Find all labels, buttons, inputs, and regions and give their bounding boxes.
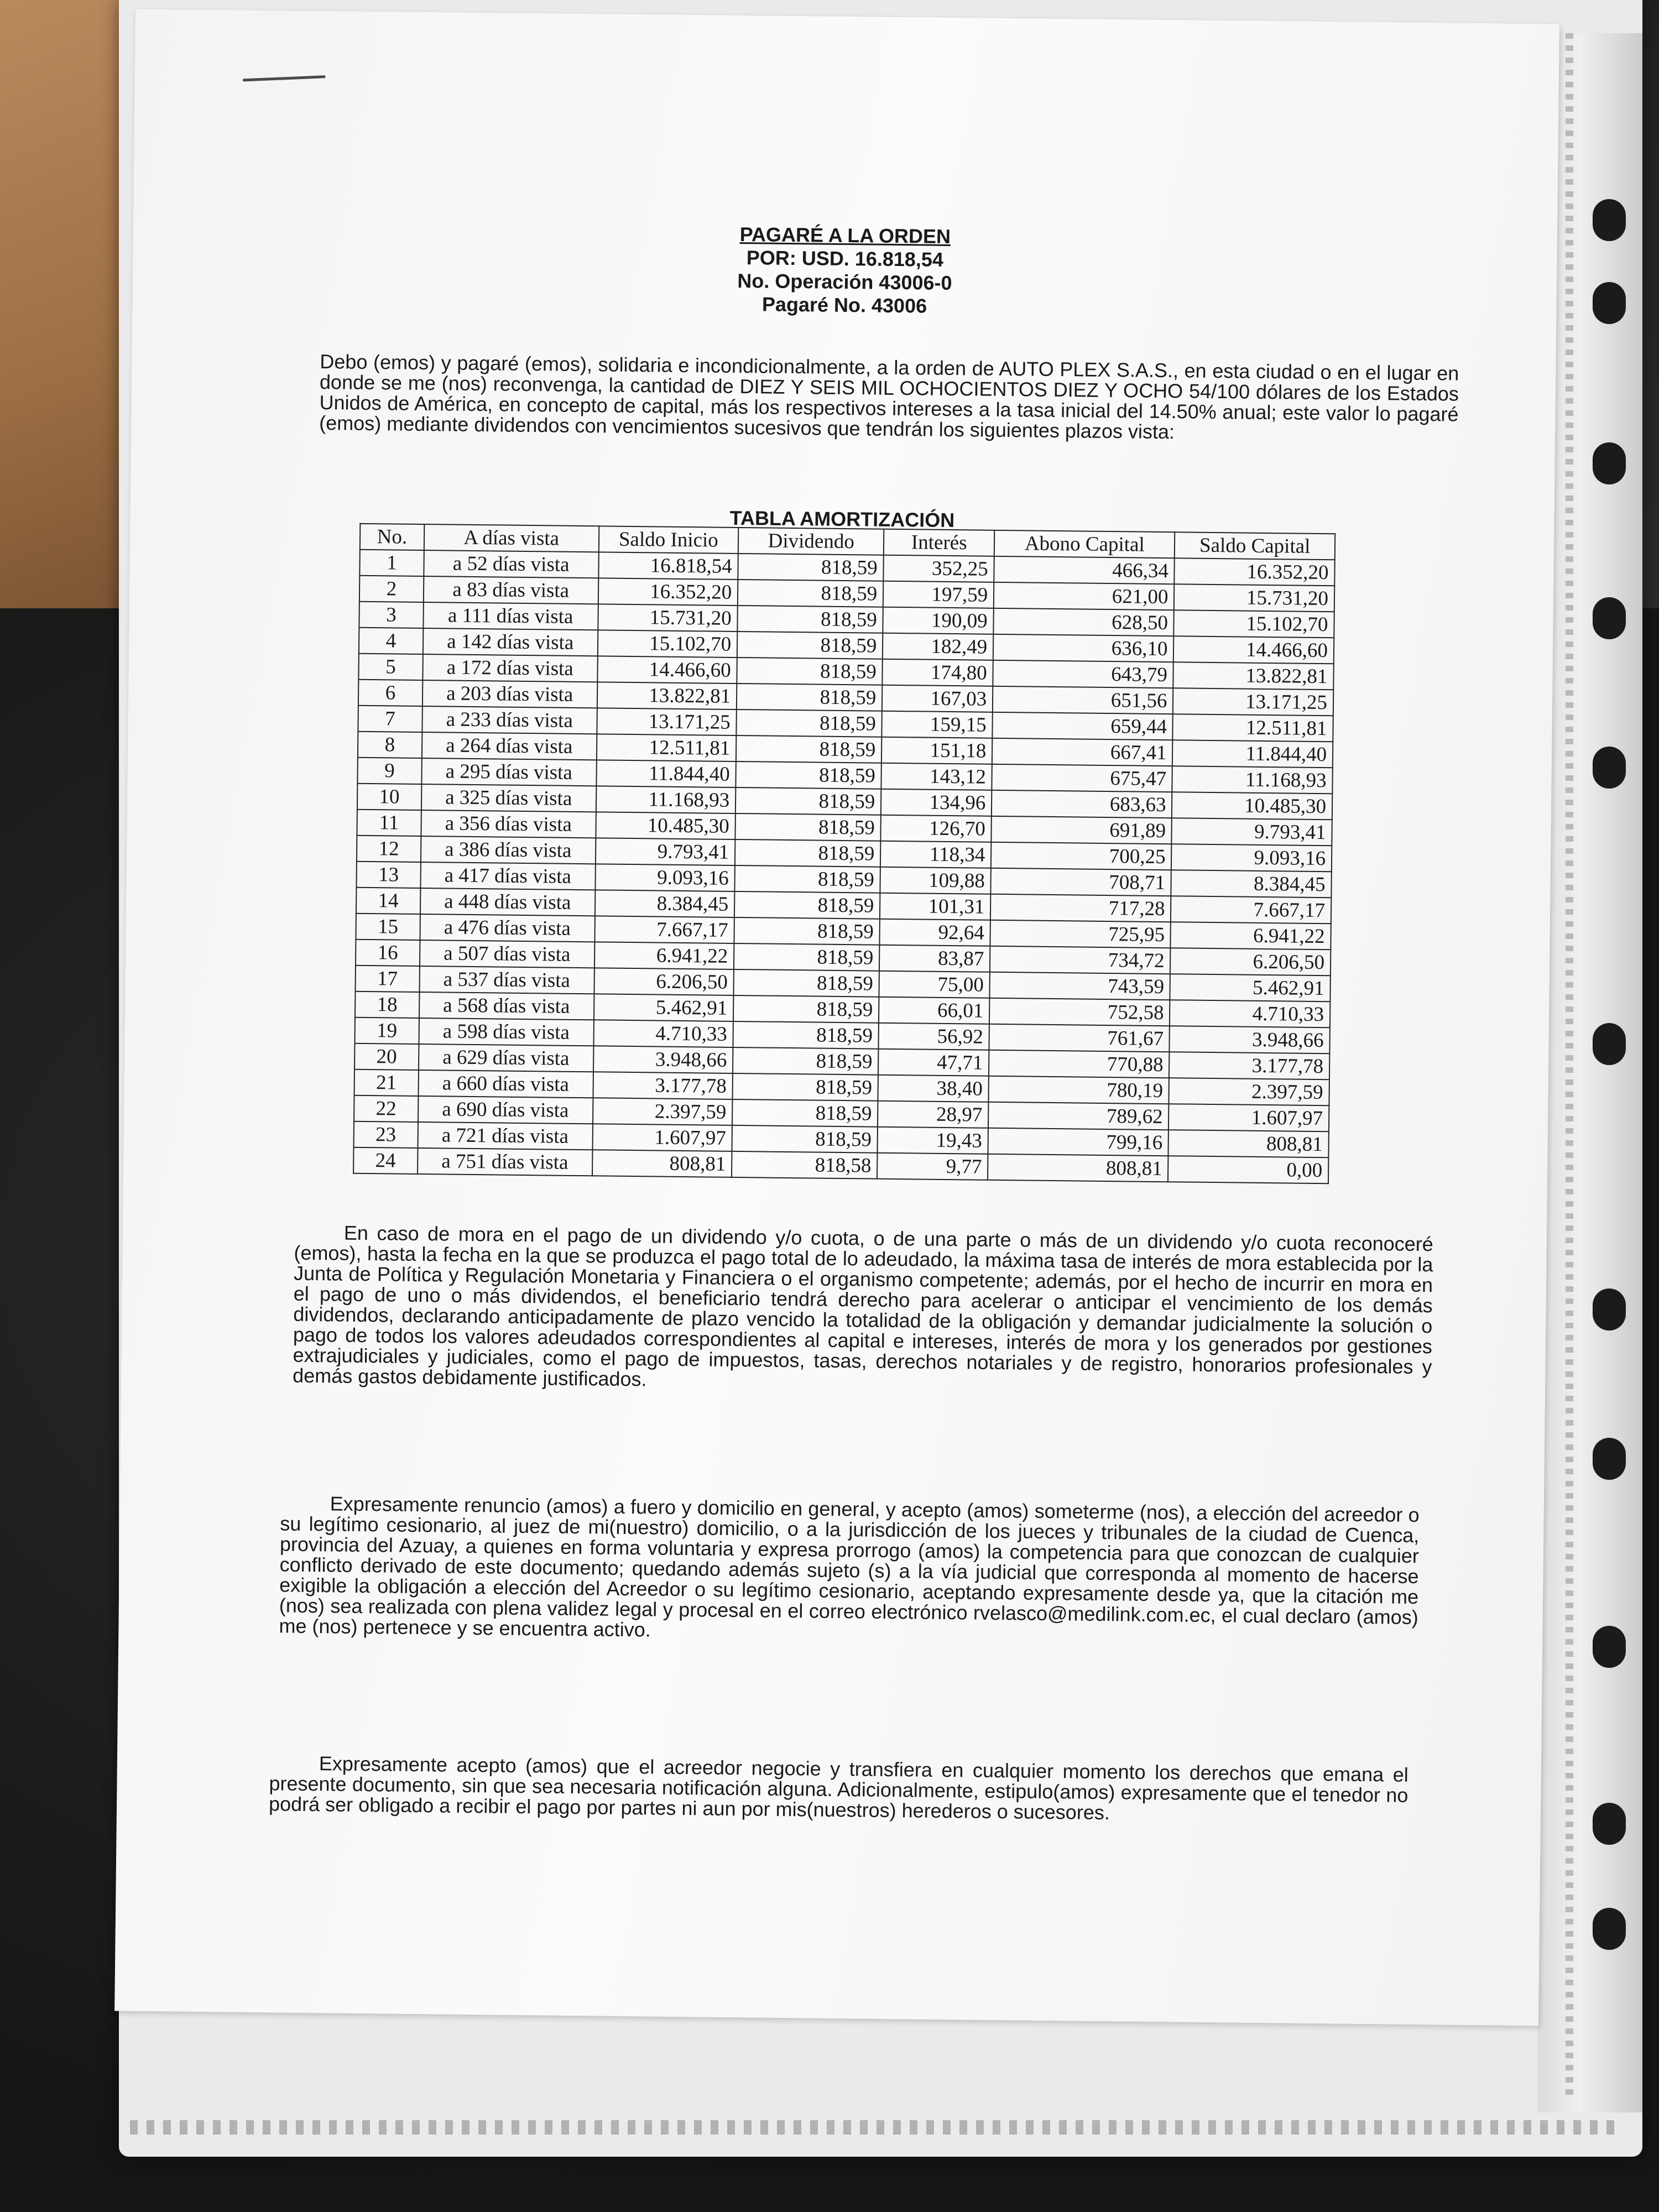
cell-capital-balance: 9.793,41 — [1172, 818, 1332, 846]
cell-days: a 751 días vista — [418, 1148, 592, 1176]
cell-capital-payment: 734,72 — [990, 946, 1171, 974]
cell-capital-payment: 643,79 — [993, 660, 1174, 688]
cell-start-balance: 10.485,30 — [596, 812, 735, 839]
binder-hole — [1593, 1023, 1626, 1065]
cell-dividend: 818,58 — [732, 1151, 878, 1179]
cell-no: 19 — [355, 1018, 419, 1044]
cell-days: a 52 días vista — [424, 550, 598, 578]
cell-capital-balance: 6.206,50 — [1170, 948, 1331, 975]
cell-days: a 476 días vista — [420, 914, 594, 942]
cell-capital-balance: 8.384,45 — [1171, 870, 1332, 898]
cell-dividend: 818,59 — [734, 969, 880, 997]
binder-hole — [1593, 199, 1626, 241]
cell-no: 1 — [359, 550, 424, 576]
default-interest-paragraph: En caso de mora en el pago de un dividendo y/o cuota, o de una parte o más de un dividendo y/o cuota reconoceré (emos), hasta la fecha en la que se produzca el pago total de lo adeudado, la máxima tasa de interés de mora establecida por la Junta de Política y Regulación Monetaria y Financiera o el organismo competente; además, por el hecho de incurrir en mora en el pago de uno o más dividendos, el beneficiario tendrá derecho para acelerar o anticipar el vencimiento de los demás dividendos, declarando anticipadamente de plazo vencido la totalidad de la obligación y demandar judicialmente la solución o pago de todos los valores adeudados correspondientes al capital e intereses, interés de mora y los generados por gestiones extrajudiciales y judiciales, como el pago de impuestos, tasas, derechos notariales y de registro, honorarios profesionales y demás gastos debidamente justificados. — [292, 1221, 1434, 1391]
cell-days: a 537 días vista — [419, 966, 594, 994]
cell-dividend: 818,59 — [733, 1021, 879, 1049]
cell-capital-balance: 9.093,16 — [1171, 844, 1332, 872]
cell-interest: 134,96 — [881, 789, 992, 816]
cell-dividend: 818,59 — [732, 1099, 878, 1127]
cell-no: 16 — [356, 940, 420, 966]
cell-dividend: 818,59 — [734, 891, 880, 919]
binder-hole — [1593, 1626, 1626, 1668]
cell-capital-payment: 651,56 — [993, 686, 1173, 714]
cell-interest: 151,18 — [881, 737, 992, 764]
cell-start-balance: 6.941,22 — [594, 942, 734, 969]
cell-capital-payment: 466,34 — [994, 556, 1175, 584]
cell-interest: 101,31 — [880, 893, 990, 920]
cell-no: 9 — [357, 758, 421, 784]
header-dividend: Dividendo — [738, 528, 884, 555]
cell-no: 11 — [357, 810, 421, 836]
amortization-table — [353, 523, 1335, 1184]
cell-capital-payment: 628,50 — [994, 608, 1175, 636]
cell-capital-payment: 708,71 — [991, 868, 1172, 896]
cell-days: a 356 días vista — [421, 810, 596, 838]
binder-hole — [1593, 442, 1626, 484]
cell-capital-balance: 15.731,20 — [1174, 584, 1334, 612]
cell-start-balance: 15.731,20 — [598, 604, 738, 632]
cell-dividend: 818,59 — [732, 1125, 878, 1153]
sleeve-perforation-vertical — [1566, 33, 1573, 2101]
cell-interest: 83,87 — [879, 945, 990, 972]
cell-capital-payment: 636,10 — [993, 634, 1174, 662]
cell-start-balance: 1.607,97 — [592, 1124, 732, 1151]
sleeve-perforation-horizontal — [130, 2120, 1623, 2135]
cell-no: 15 — [356, 914, 420, 940]
transfer-paragraph: Expresamente acepto (amos) que el acreedor negocie y transfiera en cualquier momento los derechos que emana el presente documento, sin que sea necesaria notificación alguna. Adicionalmente, estipulo(amos) expresamente que el tenedor no podrá ser obligado a recibir el pago por partes ni aun por mis(nuestros) herederos o sucesores. — [268, 1752, 1408, 1824]
cell-capital-balance: 11.844,40 — [1172, 740, 1333, 768]
cell-capital-balance: 808,81 — [1168, 1130, 1329, 1157]
cell-start-balance: 12.511,81 — [596, 734, 736, 761]
cell-days: a 142 días vista — [423, 628, 598, 656]
binder-hole — [1593, 1908, 1626, 1950]
cell-dividend: 818,59 — [735, 813, 881, 841]
cell-days: a 568 días vista — [419, 992, 594, 1020]
cell-start-balance: 16.352,20 — [598, 578, 738, 606]
cell-dividend: 818,59 — [737, 632, 883, 659]
table-body — [353, 550, 1335, 1183]
title-line: PAGARÉ A LA ORDEN — [739, 222, 951, 248]
binder-hole — [1593, 1803, 1626, 1845]
cell-capital-balance: 13.822,81 — [1173, 662, 1334, 690]
cell-interest: 28,97 — [878, 1101, 988, 1128]
cell-capital-balance: 12.511,81 — [1173, 714, 1333, 742]
cell-start-balance: 3.177,78 — [593, 1072, 733, 1099]
cell-no: 23 — [354, 1121, 418, 1148]
binder-hole — [1593, 597, 1626, 639]
cell-dividend: 818,59 — [735, 839, 881, 867]
cell-interest: 19,43 — [878, 1127, 988, 1154]
header-capital-payment: Abono Capital — [994, 530, 1175, 558]
cell-dividend: 818,59 — [734, 943, 880, 971]
cell-interest: 197,59 — [883, 581, 994, 608]
cell-no: 22 — [354, 1095, 418, 1122]
cell-start-balance: 8.384,45 — [594, 890, 734, 917]
cell-days: a 264 días vista — [422, 732, 597, 760]
cell-days: a 83 días vista — [424, 576, 598, 604]
cell-capital-balance: 7.667,17 — [1171, 896, 1331, 924]
cell-capital-payment: 683,63 — [992, 790, 1172, 818]
cell-interest: 143,12 — [881, 763, 992, 790]
cell-dividend: 818,59 — [733, 995, 879, 1023]
cell-no: 20 — [354, 1044, 419, 1070]
cell-days: a 203 días vista — [422, 680, 597, 708]
cell-interest: 126,70 — [881, 815, 992, 842]
cell-interest: 38,40 — [878, 1075, 989, 1102]
cell-capital-payment: 691,89 — [992, 816, 1172, 844]
cell-capital-payment: 770,88 — [989, 1050, 1170, 1078]
cell-start-balance: 2.397,59 — [593, 1098, 733, 1125]
cell-capital-balance: 3.177,78 — [1169, 1052, 1329, 1079]
cell-dividend: 818,59 — [738, 580, 884, 607]
cell-interest: 352,25 — [884, 555, 994, 582]
cell-capital-payment: 808,81 — [988, 1154, 1168, 1182]
cell-dividend: 818,59 — [737, 606, 883, 633]
header-capital-balance: Saldo Capital — [1175, 532, 1335, 560]
cell-dividend: 818,59 — [734, 917, 880, 945]
cell-capital-payment: 717,28 — [990, 894, 1171, 922]
header-days: A días vista — [424, 524, 599, 552]
cell-no: 12 — [357, 836, 421, 862]
cell-days: a 690 días vista — [418, 1096, 593, 1124]
cell-dividend: 818,59 — [736, 761, 882, 789]
binder-hole — [1593, 1288, 1626, 1331]
cell-dividend: 818,59 — [733, 1073, 879, 1101]
cell-dividend: 818,59 — [735, 787, 881, 815]
header-no: No. — [360, 524, 424, 550]
binder-hole — [1593, 282, 1626, 324]
cell-days: a 233 días vista — [422, 706, 597, 734]
cell-capital-payment: 743,59 — [990, 972, 1171, 1000]
cell-capital-payment: 675,47 — [992, 764, 1173, 792]
cell-capital-payment: 659,44 — [993, 712, 1173, 740]
cell-capital-balance: 1.607,97 — [1168, 1104, 1329, 1131]
cell-start-balance: 14.466,60 — [597, 656, 737, 684]
cell-interest: 75,00 — [879, 971, 990, 998]
cell-start-balance: 13.822,81 — [597, 682, 737, 709]
cell-capital-payment: 667,41 — [992, 738, 1173, 766]
cell-interest: 159,15 — [882, 711, 993, 738]
cell-days: a 172 días vista — [422, 654, 597, 682]
cell-days: a 325 días vista — [421, 784, 596, 812]
cell-no: 13 — [356, 862, 420, 888]
cell-no: 21 — [354, 1070, 419, 1096]
cell-capital-payment: 752,58 — [989, 998, 1170, 1026]
cell-start-balance: 4.710,33 — [593, 1020, 733, 1047]
cell-interest: 66,01 — [879, 997, 989, 1024]
cell-dividend: 818,59 — [737, 684, 883, 711]
cell-start-balance: 808,81 — [592, 1150, 732, 1177]
binder-hole — [1593, 747, 1626, 789]
cell-no: 3 — [359, 602, 423, 628]
jurisdiction-paragraph: Expresamente renuncio (amos) a fuero y domicilio en general, y acepto (amos) someterme (nos), a elección del acreedor o su legítimo cesionario, al juez de mi(nuestro) domicilio, o a la jurisdicción de los jueces y tribunales de la ciudad de Cuenca, provincia del Azuay, a quienes en forma voluntaria y expresa prorrogo (amos) la competencia para que conozcan de cualquier conflicto derivado de este documento; quedando además sujeto (s) a la vía judicial que corresponda al momento de hacerse exigible la obligación a elección del Acreedor o su legítimo cesionario, aceptando expresamente desde ya, que la citación me (nos) sea realizada con plena validez legal y procesal en el correo electrónico rvelasco@medilink.com.ec, el cual declaro (amos) me (nos) pertenece y se encuentra activo. — [279, 1492, 1420, 1641]
cell-dividend: 818,59 — [733, 1047, 879, 1075]
cell-capital-payment: 621,00 — [994, 582, 1175, 610]
cell-days: a 507 días vista — [420, 940, 594, 968]
cell-capital-payment: 789,62 — [988, 1102, 1169, 1130]
cell-interest: 118,34 — [880, 841, 991, 868]
cell-capital-payment: 780,19 — [989, 1076, 1170, 1104]
cell-capital-payment: 761,67 — [989, 1024, 1170, 1052]
note-number-line: Pagaré No. 43006 — [761, 293, 927, 317]
cell-interest: 9,77 — [877, 1153, 988, 1180]
cell-interest: 47,71 — [878, 1049, 989, 1076]
cell-dividend: 818,59 — [735, 865, 881, 893]
amount-line: POR: USD. 16.818,54 — [746, 246, 944, 271]
cell-days: a 660 días vista — [418, 1070, 593, 1098]
pen-mark — [243, 75, 326, 81]
cell-capital-balance: 10.485,30 — [1172, 792, 1332, 820]
cell-start-balance: 3.948,66 — [593, 1046, 733, 1073]
cell-interest: 182,49 — [883, 633, 993, 660]
cell-interest: 109,88 — [880, 867, 991, 894]
cell-dividend: 818,59 — [738, 554, 884, 581]
cell-no: 17 — [355, 966, 419, 992]
cell-capital-payment: 799,16 — [988, 1128, 1169, 1156]
header-start-balance: Saldo Inicio — [598, 526, 738, 554]
table-title: TABLA AMORTIZACIÓN — [729, 506, 955, 532]
cell-no: 8 — [358, 732, 422, 758]
operation-line: No. Operación 43006-0 — [737, 269, 952, 295]
cell-no: 14 — [356, 888, 420, 914]
cell-start-balance: 15.102,70 — [597, 630, 737, 658]
cell-interest: 167,03 — [882, 685, 993, 712]
cell-no: 10 — [357, 784, 421, 810]
cell-interest: 56,92 — [879, 1023, 989, 1050]
cell-days: a 417 días vista — [420, 862, 595, 890]
binder-hole — [1593, 1438, 1626, 1480]
cell-capital-balance: 4.710,33 — [1170, 1000, 1330, 1027]
cell-dividend: 818,59 — [736, 735, 882, 763]
cell-capital-balance: 2.397,59 — [1169, 1078, 1329, 1105]
cell-capital-balance: 15.102,70 — [1174, 610, 1334, 638]
cell-capital-balance: 5.462,91 — [1170, 974, 1331, 1001]
cell-capital-payment: 700,25 — [991, 842, 1172, 870]
cell-interest: 92,64 — [880, 919, 990, 946]
cell-no: 2 — [359, 576, 424, 602]
cell-interest: 174,80 — [883, 659, 993, 686]
cell-days: a 598 días vista — [419, 1018, 593, 1046]
cell-dividend: 818,59 — [737, 658, 883, 685]
cell-no: 24 — [353, 1147, 418, 1174]
header-interest: Interés — [884, 529, 994, 556]
cell-days: a 721 días vista — [418, 1122, 592, 1150]
cell-start-balance: 16.818,54 — [598, 552, 738, 580]
cell-capital-balance: 3.948,66 — [1170, 1026, 1330, 1053]
document-heading — [132, 216, 1557, 324]
cell-no: 18 — [355, 992, 419, 1018]
cell-no: 7 — [358, 706, 422, 732]
cell-days: a 295 días vista — [421, 758, 596, 786]
cell-start-balance: 9.793,41 — [595, 838, 735, 865]
cell-capital-balance: 13.171,25 — [1173, 688, 1333, 716]
document-page — [114, 9, 1559, 2026]
cell-days: a 386 días vista — [421, 836, 596, 864]
cell-no: 6 — [358, 680, 422, 706]
cell-no: 5 — [358, 654, 422, 680]
cell-start-balance: 5.462,91 — [593, 994, 733, 1021]
cell-capital-balance: 0,00 — [1168, 1156, 1328, 1183]
cell-start-balance: 13.171,25 — [597, 708, 737, 735]
cell-start-balance: 11.168,93 — [596, 786, 735, 813]
cell-no: 4 — [359, 628, 423, 654]
cell-capital-balance: 16.352,20 — [1175, 558, 1335, 586]
cell-start-balance: 7.667,17 — [594, 916, 734, 943]
cell-days: a 629 días vista — [419, 1044, 593, 1072]
cell-start-balance: 6.206,50 — [594, 968, 734, 995]
cell-interest: 190,09 — [883, 607, 994, 634]
cell-capital-payment: 725,95 — [990, 920, 1171, 948]
cell-dividend: 818,59 — [736, 709, 882, 737]
cell-capital-balance: 11.168,93 — [1172, 766, 1333, 794]
intro-paragraph: Debo (emos) y pagaré (emos), solidaria e incondicionalmente, a la orden de AUTO PLEX S.A.S., en esta ciudad o en el lugar en donde se me (nos) reconvenga, la cantidad de DIEZ Y SEIS MIL OCHOCIENTOS DIEZ Y OCHO 54/100 dólares de los Estados Unidos de América, en concepto de capital, más los respectivos intereses a la tasa inicial del 14.50% anual; este valor lo pagaré (emos) mediante dividendos con vencimientos sucesivos que tendrán los siguientes plazos vista: — [319, 350, 1459, 444]
cell-start-balance: 9.093,16 — [595, 864, 735, 891]
cell-capital-balance: 14.466,60 — [1173, 636, 1334, 664]
cell-capital-balance: 6.941,22 — [1171, 922, 1331, 950]
cell-days: a 111 días vista — [423, 602, 598, 630]
cell-days: a 448 días vista — [420, 888, 595, 916]
cell-start-balance: 11.844,40 — [596, 760, 736, 787]
